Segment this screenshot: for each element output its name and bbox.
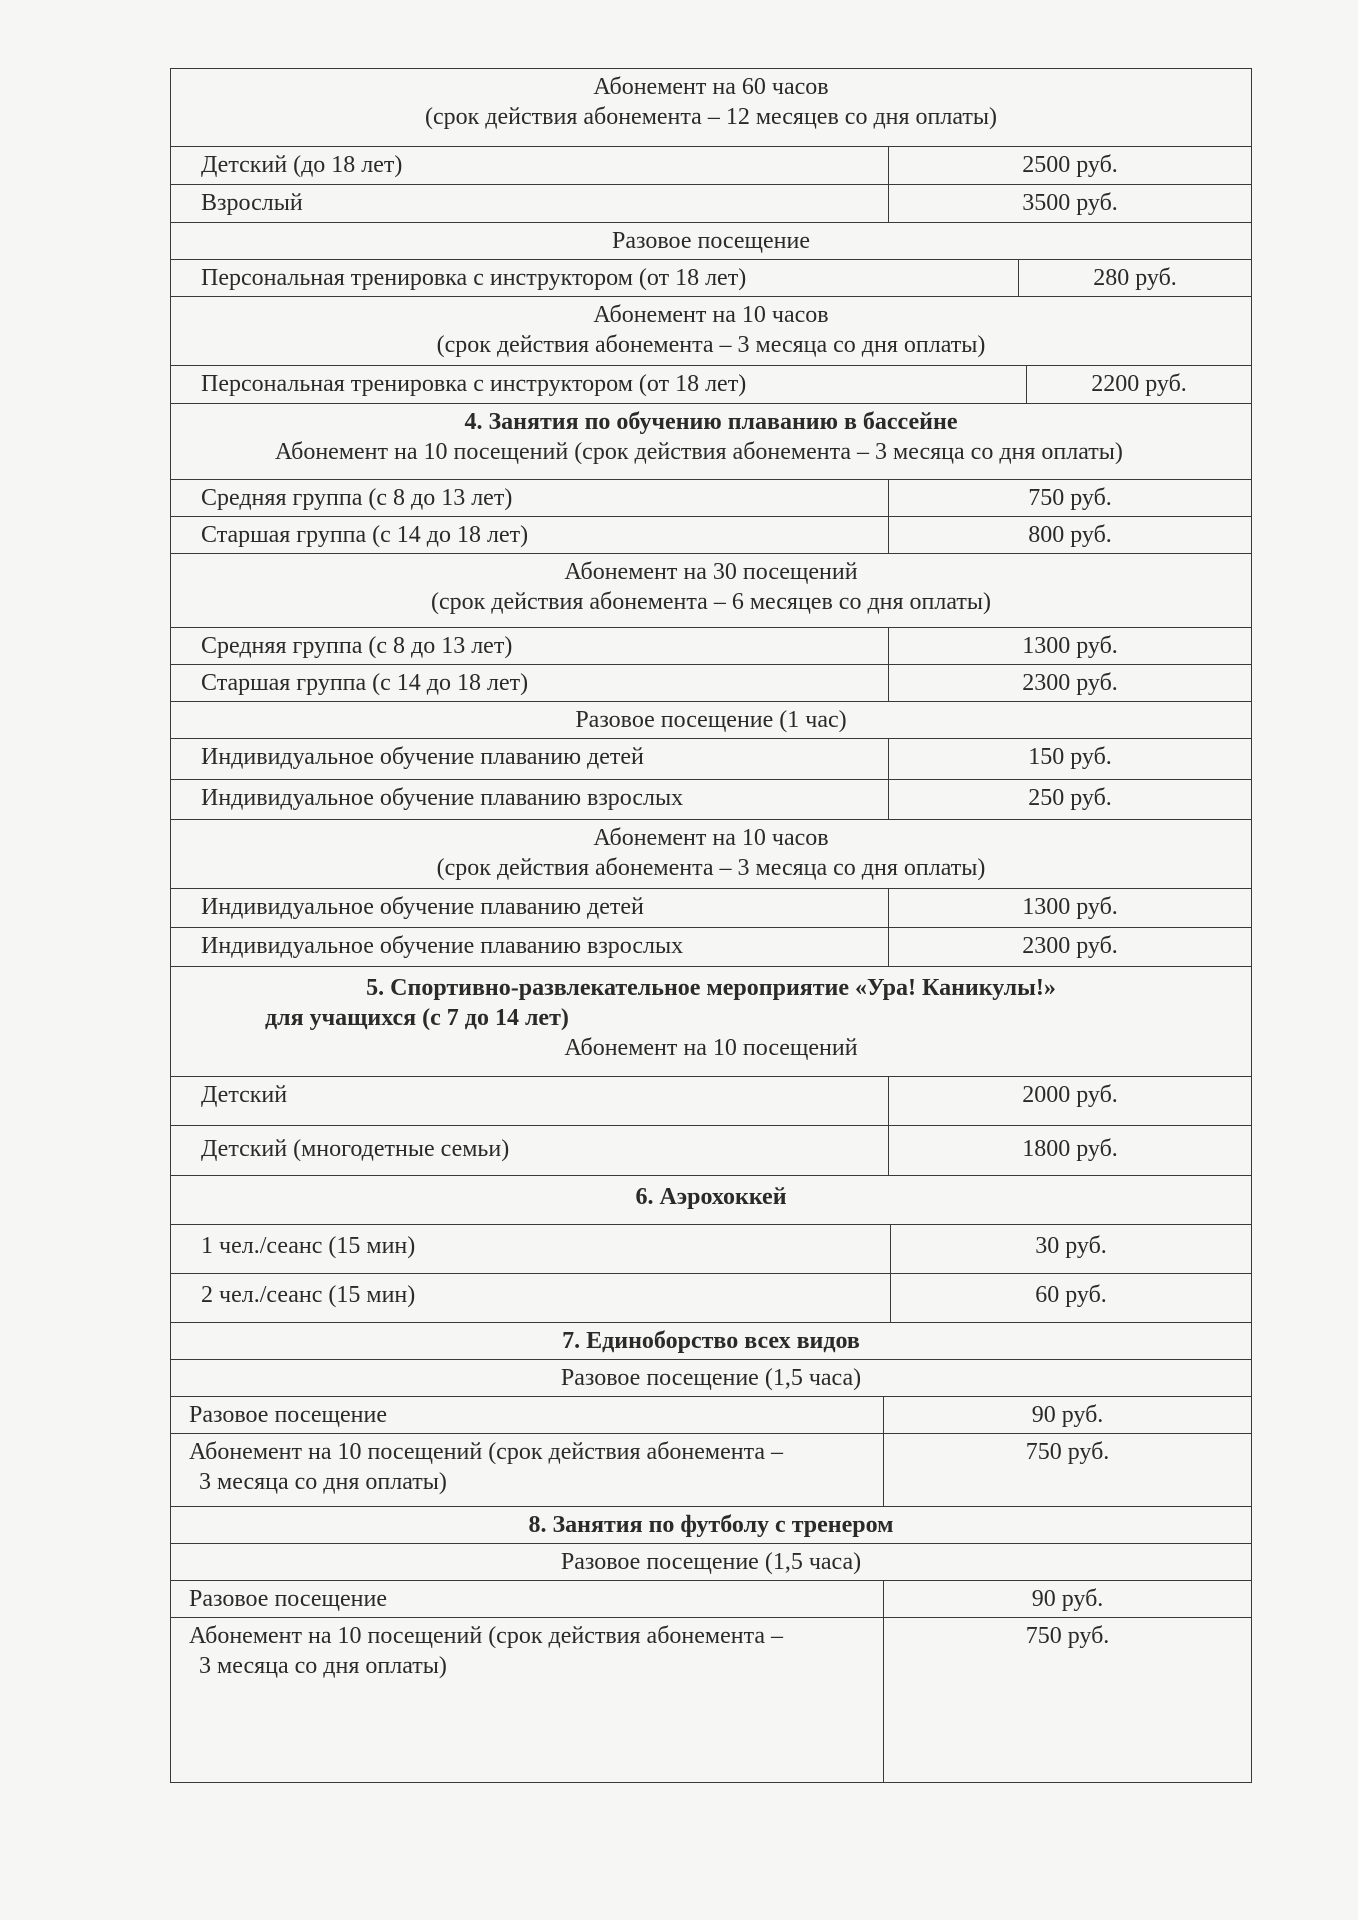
- section-6-header: [171, 1176, 1251, 1225]
- table-row: [171, 889, 1251, 928]
- row-label: Индивидуальное обучение плаванию детей: [171, 739, 889, 779]
- row-label: Старшая группа (с 14 до 18 лет): [171, 665, 889, 701]
- section-7-header: [171, 1323, 1251, 1360]
- row-price: 2300 руб.: [1022, 933, 1118, 959]
- section-5-header: [171, 967, 1251, 1077]
- table-row: [171, 260, 1251, 297]
- section-header-line: (срок действия абонемента – 12 месяцев со дня оплаты): [424, 104, 997, 130]
- row-price: 1800 руб.: [1022, 1136, 1118, 1162]
- row-label-line: Абонемент на 10 посещений (срок действия абонемента –: [189, 1623, 784, 1649]
- section-header: [171, 1360, 1251, 1397]
- row-label: Персональная тренировка с инструктором (от 18 лет): [171, 260, 1019, 296]
- row-label: Детский (до 18 лет): [171, 147, 889, 184]
- section-subtitle: Абонемент на 10 посещений: [564, 1035, 858, 1061]
- row-price: 800 руб.: [1028, 522, 1112, 548]
- row-label: [171, 1618, 884, 1782]
- table-row: [171, 1581, 1251, 1618]
- section-header: [171, 1544, 1251, 1581]
- row-label: Индивидуальное обучение плаванию детей: [171, 889, 889, 927]
- section-header-line: Абонемент на 10 часов: [593, 825, 829, 851]
- row-price: 3500 руб.: [1022, 190, 1118, 216]
- table-row: [171, 1618, 1251, 1782]
- section-header-line: (срок действия абонемента – 3 месяца со дня оплаты): [436, 855, 986, 881]
- table-row: [171, 480, 1251, 517]
- row-label: Разовое посещение: [171, 1581, 884, 1617]
- row-price: 90 руб.: [1031, 1402, 1104, 1428]
- section-header: [171, 223, 1251, 260]
- table-row: [171, 1225, 1251, 1274]
- table-row: [171, 147, 1251, 185]
- row-label-line: Абонемент на 10 посещений (срок действия абонемента –: [189, 1439, 784, 1465]
- section-title: 7. Единоборство всех видов: [562, 1328, 860, 1354]
- section-header-line: (срок действия абонемента – 6 месяцев со дня оплаты): [430, 589, 991, 615]
- row-label: Детский (многодетные семьи): [171, 1126, 889, 1175]
- section-header: [171, 69, 1251, 147]
- row-label-line: 3 месяца со дня оплаты): [199, 1469, 447, 1495]
- row-label: Детский: [171, 1077, 889, 1125]
- row-price: 750 руб.: [1025, 1623, 1110, 1649]
- row-price: 150 руб.: [1028, 744, 1112, 770]
- row-label: Персональная тренировка с инструктором (от 18 лет): [171, 366, 1027, 403]
- section-subtitle: Абонемент на 10 посещений (срок действия абонемента – 3 месяца со дня оплаты): [275, 439, 1123, 465]
- section-header-line: (срок действия абонемента – 3 месяца со дня оплаты): [436, 332, 986, 358]
- section-header-line: Разовое посещение (1,5 часа): [560, 1549, 862, 1575]
- row-price: 750 руб.: [1025, 1439, 1110, 1465]
- section-title-line-2: для учащихся (с 7 до 14 лет): [265, 1005, 569, 1031]
- table-row: [171, 739, 1251, 780]
- row-label: 1 чел./сеанс (15 мин): [171, 1225, 891, 1273]
- row-price: 1300 руб.: [1022, 633, 1118, 659]
- row-price: 60 руб.: [1035, 1282, 1107, 1308]
- row-price: 2200 руб.: [1091, 371, 1187, 397]
- section-header-line: Абонемент на 30 посещений: [564, 559, 858, 585]
- section-header-line: Разовое посещение (1,5 часа): [560, 1365, 862, 1391]
- section-header-line: Абонемент на 60 часов: [593, 74, 829, 100]
- row-price: 2500 руб.: [1022, 152, 1118, 178]
- row-label: Старшая группа (с 14 до 18 лет): [171, 517, 889, 553]
- table-row: [171, 1434, 1251, 1507]
- row-price: 2000 руб.: [1022, 1082, 1118, 1108]
- table-row: [171, 665, 1251, 702]
- table-row: [171, 628, 1251, 665]
- row-label: [171, 1434, 884, 1506]
- section-header-line: Абонемент на 10 часов: [593, 302, 829, 328]
- row-price: 750 руб.: [1028, 485, 1112, 511]
- table-row: [171, 366, 1251, 404]
- section-header: [171, 820, 1251, 889]
- section-header: [171, 297, 1251, 366]
- table-row: [171, 1397, 1251, 1434]
- section-title: 5. Спортивно-развлекательное мероприятие «Ура! Каникулы!»: [366, 975, 1056, 1001]
- section-header-line: Разовое посещение (1 час): [575, 707, 847, 733]
- row-label-line: 3 месяца со дня оплаты): [199, 1653, 447, 1679]
- section-header-line: Разовое посещение: [612, 228, 810, 254]
- table-row: [171, 185, 1251, 223]
- row-label: Средняя группа (с 8 до 13 лет): [171, 480, 889, 516]
- row-price: 2300 руб.: [1022, 670, 1118, 696]
- row-price: 250 руб.: [1028, 785, 1112, 811]
- row-label: Разовое посещение: [171, 1397, 884, 1433]
- table-row: [171, 1274, 1251, 1323]
- row-label: Индивидуальное обучение плаванию взрослых: [171, 928, 889, 966]
- row-price: 90 руб.: [1031, 1586, 1104, 1612]
- section-header: [171, 702, 1251, 739]
- section-8-header: [171, 1507, 1251, 1544]
- price-table: [170, 68, 1252, 1783]
- section-header: [171, 554, 1251, 628]
- section-4-header: [171, 404, 1251, 480]
- table-row: [171, 928, 1251, 967]
- row-price: 30 руб.: [1035, 1233, 1107, 1259]
- table-row: [171, 1077, 1251, 1126]
- section-title: 8. Занятия по футболу с тренером: [528, 1512, 894, 1538]
- table-row: [171, 780, 1251, 820]
- section-title: 4. Занятия по обучению плаванию в бассейне: [464, 409, 958, 435]
- row-label: Средняя группа (с 8 до 13 лет): [171, 628, 889, 664]
- row-price: 280 руб.: [1093, 265, 1177, 291]
- row-label: Взрослый: [171, 185, 889, 222]
- row-price: 1300 руб.: [1022, 894, 1118, 920]
- section-title: 6. Аэрохоккей: [635, 1184, 787, 1210]
- table-row: [171, 517, 1251, 554]
- row-label: Индивидуальное обучение плаванию взрослых: [171, 780, 889, 819]
- row-label: 2 чел./сеанс (15 мин): [171, 1274, 891, 1322]
- table-row: [171, 1126, 1251, 1176]
